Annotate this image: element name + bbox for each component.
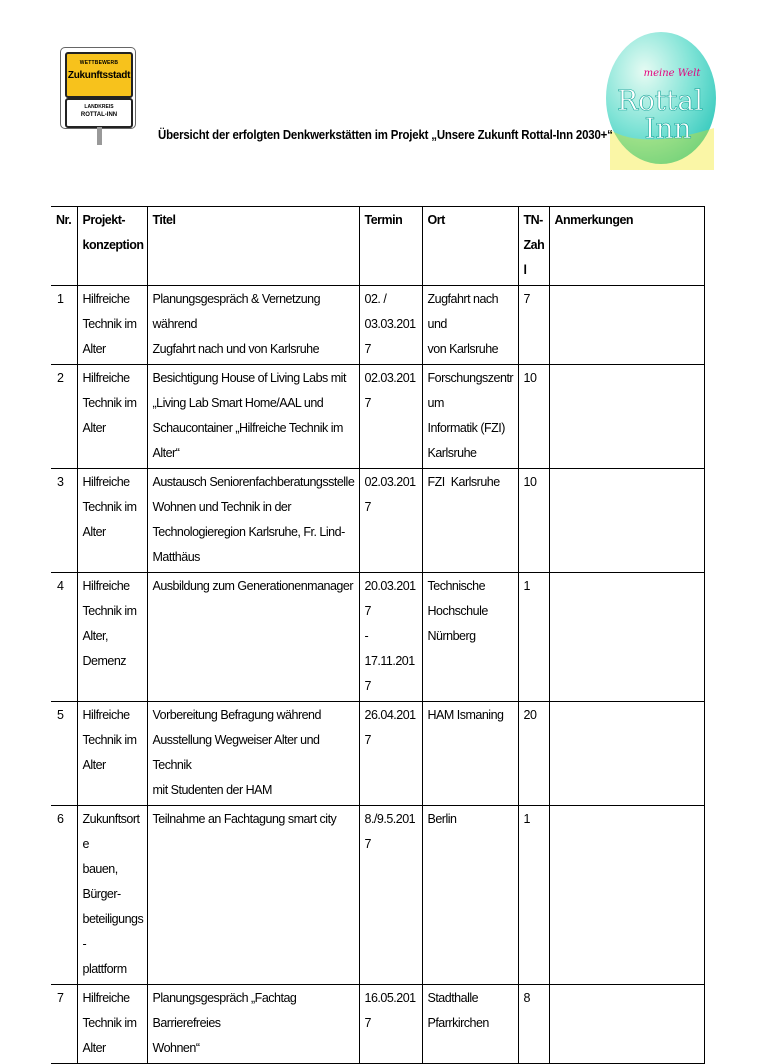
- cell-nr-text: 1: [57, 292, 64, 306]
- cell-ort: [422, 365, 518, 469]
- cell-tn: [518, 985, 549, 1064]
- sign-top-text: WETTBEWERB: [79, 60, 119, 66]
- cell-tn: [518, 365, 549, 469]
- cell-konzeption: [77, 469, 147, 573]
- cell-termin: [359, 365, 422, 469]
- cell-konzeption-text: Hilfreiche Technik im Alter: [82, 292, 137, 356]
- table-row: [51, 469, 704, 573]
- cell-nr: [51, 702, 77, 806]
- cell-termin: [359, 985, 422, 1064]
- sign-board: [60, 47, 136, 129]
- cell-termin: [359, 469, 422, 573]
- cell-ort: [422, 806, 518, 985]
- header-konzeption: Projekt- konzeption: [77, 207, 147, 286]
- denkwerkstaetten-table: [51, 206, 705, 1064]
- cell-ort: [422, 286, 518, 365]
- cell-tn-text: 1: [523, 579, 530, 593]
- cell-ort: [422, 985, 518, 1064]
- cell-anmerkungen: [549, 469, 704, 573]
- table-row: [51, 573, 704, 702]
- cell-titel: [147, 806, 359, 985]
- cell-konzeption-text: Zukunftsorte bauen, Bürger- beteiligungs- plattform: [82, 812, 144, 976]
- cell-titel-text: Teilnahme an Fachtagung smart city: [152, 812, 337, 826]
- cell-anmerkungen: [549, 365, 704, 469]
- cell-ort-text: Technische Hochschule Nürnberg: [427, 579, 488, 643]
- sign-yellow-panel: [65, 52, 133, 98]
- rottal-script-text: meine Welt: [643, 68, 701, 79]
- rottal-inn-logo-graphic: [604, 30, 718, 170]
- cell-ort-text: HAM Ismaning: [427, 708, 504, 722]
- sign-main-text: Zukunftsstadt: [67, 70, 131, 81]
- cell-titel: [147, 286, 359, 365]
- cell-titel: [147, 469, 359, 573]
- header-titel: Titel: [147, 207, 359, 286]
- cell-konzeption: [77, 573, 147, 702]
- cell-anmerkungen: [549, 806, 704, 985]
- cell-termin: [359, 573, 422, 702]
- cell-ort: [422, 702, 518, 806]
- cell-tn-text: 20: [523, 708, 537, 722]
- sign-bottom-small-text: LANDKREIS: [84, 104, 114, 110]
- cell-ort-text: Zugfahrt nach und von Karlsruhe: [427, 292, 499, 356]
- cell-termin-text: 20.03.2017 - 17.11.2017: [364, 579, 416, 693]
- cell-konzeption: [77, 365, 147, 469]
- cell-anmerkungen: [549, 985, 704, 1064]
- cell-ort: [422, 469, 518, 573]
- cell-tn-text: 8: [523, 991, 530, 1005]
- cell-nr: [51, 806, 77, 985]
- cell-termin: [359, 806, 422, 985]
- cell-termin: [359, 702, 422, 806]
- rottal-word-1: Rottal: [616, 84, 704, 117]
- rottal-inn-logo: [604, 30, 718, 170]
- cell-tn: [518, 286, 549, 365]
- cell-konzeption-text: Hilfreiche Technik im Alter, Demenz: [82, 579, 137, 668]
- cell-titel-text: Vorbereitung Befragung während Ausstellung Wegweiser Alter und Technik mit Studenten der HAM: [152, 708, 321, 797]
- cell-konzeption-text: Hilfreiche Technik im Alter: [82, 991, 137, 1055]
- cell-konzeption: [77, 702, 147, 806]
- cell-konzeption-text: Hilfreiche Technik im Alter: [82, 708, 137, 772]
- header-ort: Ort: [422, 207, 518, 286]
- zukunftsstadt-sign-logo: [60, 47, 138, 133]
- cell-nr: [51, 985, 77, 1064]
- table-header-row: [51, 207, 704, 286]
- header-nr: Nr.: [51, 207, 77, 286]
- cell-termin-text: 26.04.2017: [364, 708, 416, 747]
- cell-titel-text: Planungsgespräch & Vernetzung während Zugfahrt nach und von Karlsruhe: [152, 292, 321, 356]
- cell-nr: [51, 286, 77, 365]
- cell-nr-text: 6: [57, 812, 64, 826]
- cell-nr-text: 5: [57, 708, 64, 722]
- cell-termin-text: 02. / 03.03.2017: [364, 292, 416, 356]
- cell-tn: [518, 573, 549, 702]
- cell-konzeption: [77, 985, 147, 1064]
- cell-ort-text: Forschungszentrum Informatik (FZI) Karlsruhe: [427, 371, 514, 460]
- cell-titel: [147, 985, 359, 1064]
- cell-tn: [518, 702, 549, 806]
- cell-nr-text: 4: [57, 579, 64, 593]
- cell-titel-text: Planungsgespräch „Fachtag Barrierefreies Wohnen“: [152, 991, 297, 1055]
- cell-konzeption-text: Hilfreiche Technik im Alter: [82, 475, 137, 539]
- cell-ort-text: FZI Karlsruhe: [427, 475, 500, 489]
- cell-tn: [518, 469, 549, 573]
- cell-anmerkungen: [549, 286, 704, 365]
- cell-nr: [51, 573, 77, 702]
- cell-konzeption: [77, 286, 147, 365]
- cell-tn-text: 10: [523, 371, 537, 385]
- header-tn: TN- Zahl: [518, 207, 549, 286]
- cell-tn-text: 7: [523, 292, 530, 306]
- cell-tn: [518, 806, 549, 985]
- sign-bottom-text: ROTTAL-INN: [80, 112, 118, 118]
- cell-termin: [359, 286, 422, 365]
- cell-anmerkungen: [549, 702, 704, 806]
- header-anmerkungen: Anmerkungen: [549, 207, 704, 286]
- header-termin: Termin: [359, 207, 422, 286]
- cell-titel: [147, 702, 359, 806]
- cell-titel: [147, 573, 359, 702]
- table-row: [51, 702, 704, 806]
- table-row: [51, 985, 704, 1064]
- cell-ort: [422, 573, 518, 702]
- table-row: [51, 365, 704, 469]
- cell-konzeption-text: Hilfreiche Technik im Alter: [82, 371, 137, 435]
- cell-termin-text: 02.03.2017: [364, 475, 416, 514]
- cell-nr: [51, 469, 77, 573]
- table-row: [51, 806, 704, 985]
- cell-nr-text: 2: [57, 371, 64, 385]
- cell-ort-text: Stadthalle Pfarrkirchen: [427, 991, 489, 1030]
- table-body: [51, 286, 704, 1064]
- cell-titel: [147, 365, 359, 469]
- cell-anmerkungen: [549, 573, 704, 702]
- cell-nr: [51, 365, 77, 469]
- rottal-word-2: Inn: [644, 112, 692, 145]
- cell-nr-text: 7: [57, 991, 64, 1005]
- table-row: [51, 286, 704, 365]
- page-title-text: Übersicht der erfolgten Denkwerkstätten im Projekt „Unsere Zukunft Rottal-Inn 2030+“: [157, 127, 613, 142]
- cell-tn-text: 10: [523, 475, 537, 489]
- cell-ort-text: Berlin: [427, 812, 457, 826]
- cell-titel-text: Besichtigung House of Living Labs mit „Living Lab Smart Home/AAL und Schaucontainer „Hilfreiche Technik im Alter“: [152, 371, 346, 460]
- page-title: [0, 127, 770, 142]
- cell-konzeption: [77, 806, 147, 985]
- sign-white-panel: [65, 98, 133, 128]
- cell-nr-text: 3: [57, 475, 64, 489]
- cell-titel-text: Austausch Seniorenfachberatungsstelle Wohnen und Technik in der Technologieregion Karlsruhe, Fr. Lind- Matthäus: [152, 475, 355, 564]
- cell-termin-text: 02.03.2017: [364, 371, 416, 410]
- cell-termin-text: 8./9.5.2017: [364, 812, 416, 851]
- cell-termin-text: 16.05.2017: [364, 991, 416, 1030]
- cell-tn-text: 1: [523, 812, 530, 826]
- cell-titel-text: Ausbildung zum Generationenmanager: [152, 579, 353, 593]
